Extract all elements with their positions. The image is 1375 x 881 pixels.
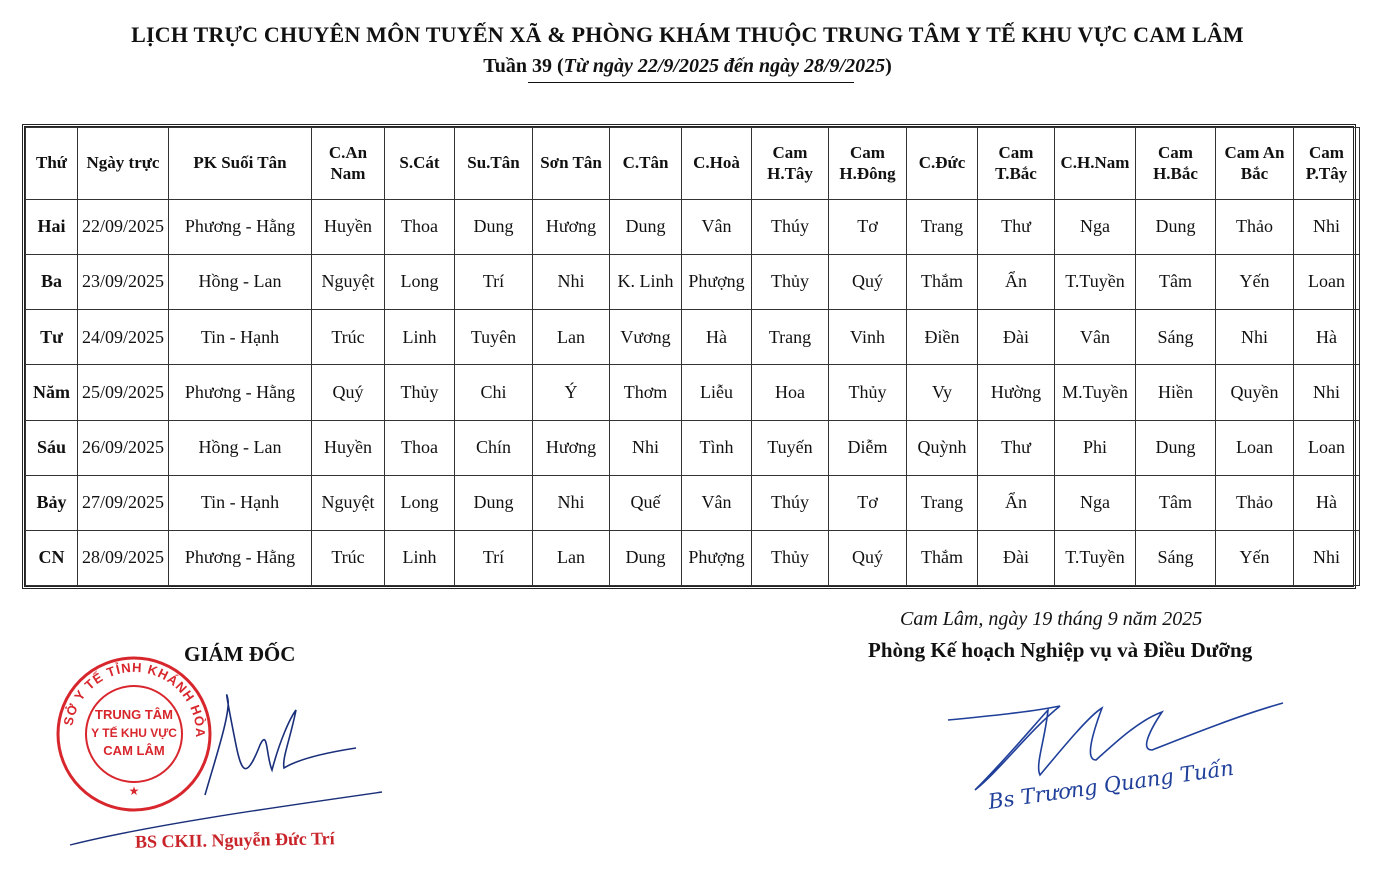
staff-cell: Trang [752,310,829,365]
column-header: Sơn Tân [533,128,610,200]
staff-cell: Sáng [1136,310,1216,365]
staff-cell: Vân [682,475,752,530]
week-label: Tuần 39 [483,55,552,77]
staff-cell: Trang [907,200,978,255]
staff-cell: Nga [1055,200,1136,255]
staff-cell: Ẩn [978,255,1055,310]
table-body [26,200,1360,586]
staff-cell: Dung [1136,200,1216,255]
staff-cell: Hương [533,200,610,255]
staff-cell: Hà [1294,310,1360,365]
staff-cell: Hường [978,365,1055,420]
staff-cell: Quý [829,530,907,585]
staff-cell: Thúy [752,200,829,255]
staff-cell: Hồng - Lan [169,255,312,310]
director-name: BS CKII. Nguyễn Đức Trí [134,828,335,852]
staff-cell: Thoa [385,200,455,255]
staff-cell: Tơ [829,475,907,530]
staff-cell: Huyền [312,200,385,255]
staff-cell: Tâm [1136,475,1216,530]
date-cell: 27/09/2025 [78,475,169,530]
column-header: S.Cát [385,128,455,200]
staff-cell: Chi [455,365,533,420]
staff-cell: Trúc [312,310,385,365]
staff-cell: Hiền [1136,365,1216,420]
staff-cell: Thoa [385,420,455,475]
staff-cell: Đài [978,530,1055,585]
staff-cell: Phượng [682,255,752,310]
schedule-table-frame [22,124,1356,589]
staff-cell: Hà [1294,475,1360,530]
column-header: Cam H.Đông [829,128,907,200]
staff-cell: Liễu [682,365,752,420]
staff-cell: T.Tuyền [1055,530,1136,585]
staff-cell: Trí [455,530,533,585]
staff-cell: Phi [1055,420,1136,475]
staff-cell: Quý [829,255,907,310]
staff-cell: Thúy [752,475,829,530]
staff-cell: Thắm [907,530,978,585]
staff-cell: Thư [978,420,1055,475]
staff-cell: Hà [682,310,752,365]
staff-cell: Chín [455,420,533,475]
date-cell: 22/09/2025 [78,200,169,255]
staff-cell: Vương [610,310,682,365]
staff-cell: Dung [1136,420,1216,475]
staff-cell: Nguyệt [312,475,385,530]
column-header: C.An Nam [312,128,385,200]
staff-cell: Yến [1216,255,1294,310]
staff-cell: Long [385,255,455,310]
staff-cell: T.Tuyền [1055,255,1136,310]
director-signature [205,695,356,795]
staff-cell: Nhi [610,420,682,475]
svg-text:Y TẾ KHU VỰC: Y TẾ KHU VỰC [91,726,177,740]
staff-cell: Hồng - Lan [169,420,312,475]
staff-cell: Long [385,475,455,530]
staff-cell: Huyền [312,420,385,475]
svg-text:SỞ Y TẾ TỈNH KHÁNH HÒA: SỞ Y TẾ TỈNH KHÁNH HÒA [60,659,209,739]
day-cell: Bảy [26,475,78,530]
column-header: C.H.Nam [1055,128,1136,200]
staff-cell: Thủy [385,365,455,420]
staff-cell: Vân [682,200,752,255]
staff-cell: Hương [533,420,610,475]
document-title: LỊCH TRỰC CHUYÊN MÔN TUYẾN XÃ & PHÒNG KHÁM THUỘC TRUNG TÂM Y TẾ KHU VỰC CAM LÂM [131,22,1244,47]
staff-cell: Tình [682,420,752,475]
date-cell: 25/09/2025 [78,365,169,420]
column-header: Thứ [26,128,78,200]
schedule-table [25,127,1360,586]
svg-text:CAM LÂM: CAM LÂM [103,743,165,758]
staff-cell: Đài [978,310,1055,365]
staff-cell: Thủy [752,530,829,585]
staff-cell: Thảo [1216,200,1294,255]
staff-cell: Thơm [610,365,682,420]
staff-cell: Quý [312,365,385,420]
table-row [26,475,1360,530]
staff-cell: Loan [1294,420,1360,475]
column-header: C.Tân [610,128,682,200]
staff-cell: Vân [1055,310,1136,365]
staff-cell: Trúc [312,530,385,585]
table-row [26,200,1360,255]
date-range-underline [528,82,854,83]
date-cell: 28/09/2025 [78,530,169,585]
staff-cell: Nhi [533,255,610,310]
day-cell: Tư [26,310,78,365]
staff-cell: Ẩn [978,475,1055,530]
director-title: GIÁM ĐỐC [184,642,296,666]
staff-cell: Tâm [1136,255,1216,310]
day-cell: Sáu [26,420,78,475]
staff-cell: K. Linh [610,255,682,310]
staff-cell: Tin - Hạnh [169,310,312,365]
staff-cell: Phương - Hằng [169,365,312,420]
staff-cell: Ý [533,365,610,420]
column-header: PK Suối Tân [169,128,312,200]
table-header-row [26,128,1360,200]
staff-cell: Nga [1055,475,1136,530]
table-row [26,310,1360,365]
column-header: Su.Tân [455,128,533,200]
column-header: Cam P.Tây [1294,128,1360,200]
table-row [26,365,1360,420]
staff-cell: Phượng [682,530,752,585]
column-header: Cam H.Bắc [1136,128,1216,200]
staff-cell: Yến [1216,530,1294,585]
column-header: C.Đức [907,128,978,200]
staff-cell: Thủy [829,365,907,420]
staff-cell: Điền [907,310,978,365]
table-row [26,530,1360,585]
staff-cell: Dung [455,475,533,530]
svg-text:★: ★ [128,784,140,798]
staff-cell: Tin - Hạnh [169,475,312,530]
staff-cell: Tuyến [752,420,829,475]
staff-cell: Linh [385,530,455,585]
column-header: C.Hoà [682,128,752,200]
staff-cell: Quỳnh [907,420,978,475]
range-open: ( [556,55,564,77]
staff-cell: Nhi [1294,365,1360,420]
range-close: ) [885,55,892,77]
staff-cell: Tơ [829,200,907,255]
staff-cell: Vy [907,365,978,420]
staff-cell: Trí [455,255,533,310]
staff-cell: Nhi [1294,530,1360,585]
svg-text:TRUNG TÂM: TRUNG TÂM [95,707,173,722]
column-header: Cam T.Bắc [978,128,1055,200]
staff-cell: Quyền [1216,365,1294,420]
staff-cell: Dung [610,530,682,585]
date-range: Từ ngày 22/9/2025 đến ngày 28/9/2025 [563,55,886,77]
staff-cell: Sáng [1136,530,1216,585]
day-cell: Ba [26,255,78,310]
staff-cell: Phương - Hằng [169,530,312,585]
staff-cell: Lan [533,310,610,365]
department-name: Phòng Kế hoạch Nghiệp vụ và Điều Dưỡng [868,638,1253,662]
staff-cell: Hoa [752,365,829,420]
staff-cell: Dung [455,200,533,255]
staff-cell: Nhi [1294,200,1360,255]
day-cell: Năm [26,365,78,420]
staff-cell: Thư [978,200,1055,255]
column-header: Cam H.Tây [752,128,829,200]
staff-cell: Lan [533,530,610,585]
day-cell: Hai [26,200,78,255]
place-date: Cam Lâm, ngày 19 tháng 9 năm 2025 [900,608,1203,630]
staff-cell: M.Tuyền [1055,365,1136,420]
staff-cell: Loan [1294,255,1360,310]
staff-cell: Nguyệt [312,255,385,310]
staff-cell: Nhi [1216,310,1294,365]
staff-cell: Phương - Hằng [169,200,312,255]
staff-cell: Vinh [829,310,907,365]
staff-cell: Linh [385,310,455,365]
staff-cell: Thắm [907,255,978,310]
document-subtitle [0,55,1375,78]
staff-cell: Thủy [752,255,829,310]
staff-cell: Quế [610,475,682,530]
table-row [26,420,1360,475]
staff-cell: Nhi [533,475,610,530]
staff-cell: Dung [610,200,682,255]
column-header: Ngày trực [78,128,169,200]
column-header: Cam An Bắc [1216,128,1294,200]
staff-cell: Thảo [1216,475,1294,530]
staff-cell: Loan [1216,420,1294,475]
date-cell: 23/09/2025 [78,255,169,310]
staff-cell: Diễm [829,420,907,475]
table-row [26,255,1360,310]
date-cell: 26/09/2025 [78,420,169,475]
date-cell: 24/09/2025 [78,310,169,365]
day-cell: CN [26,530,78,585]
department-signer-name: Bs Trương Quang Tuấn [986,755,1236,814]
staff-cell: Tuyên [455,310,533,365]
staff-cell: Trang [907,475,978,530]
official-stamp [55,655,213,813]
